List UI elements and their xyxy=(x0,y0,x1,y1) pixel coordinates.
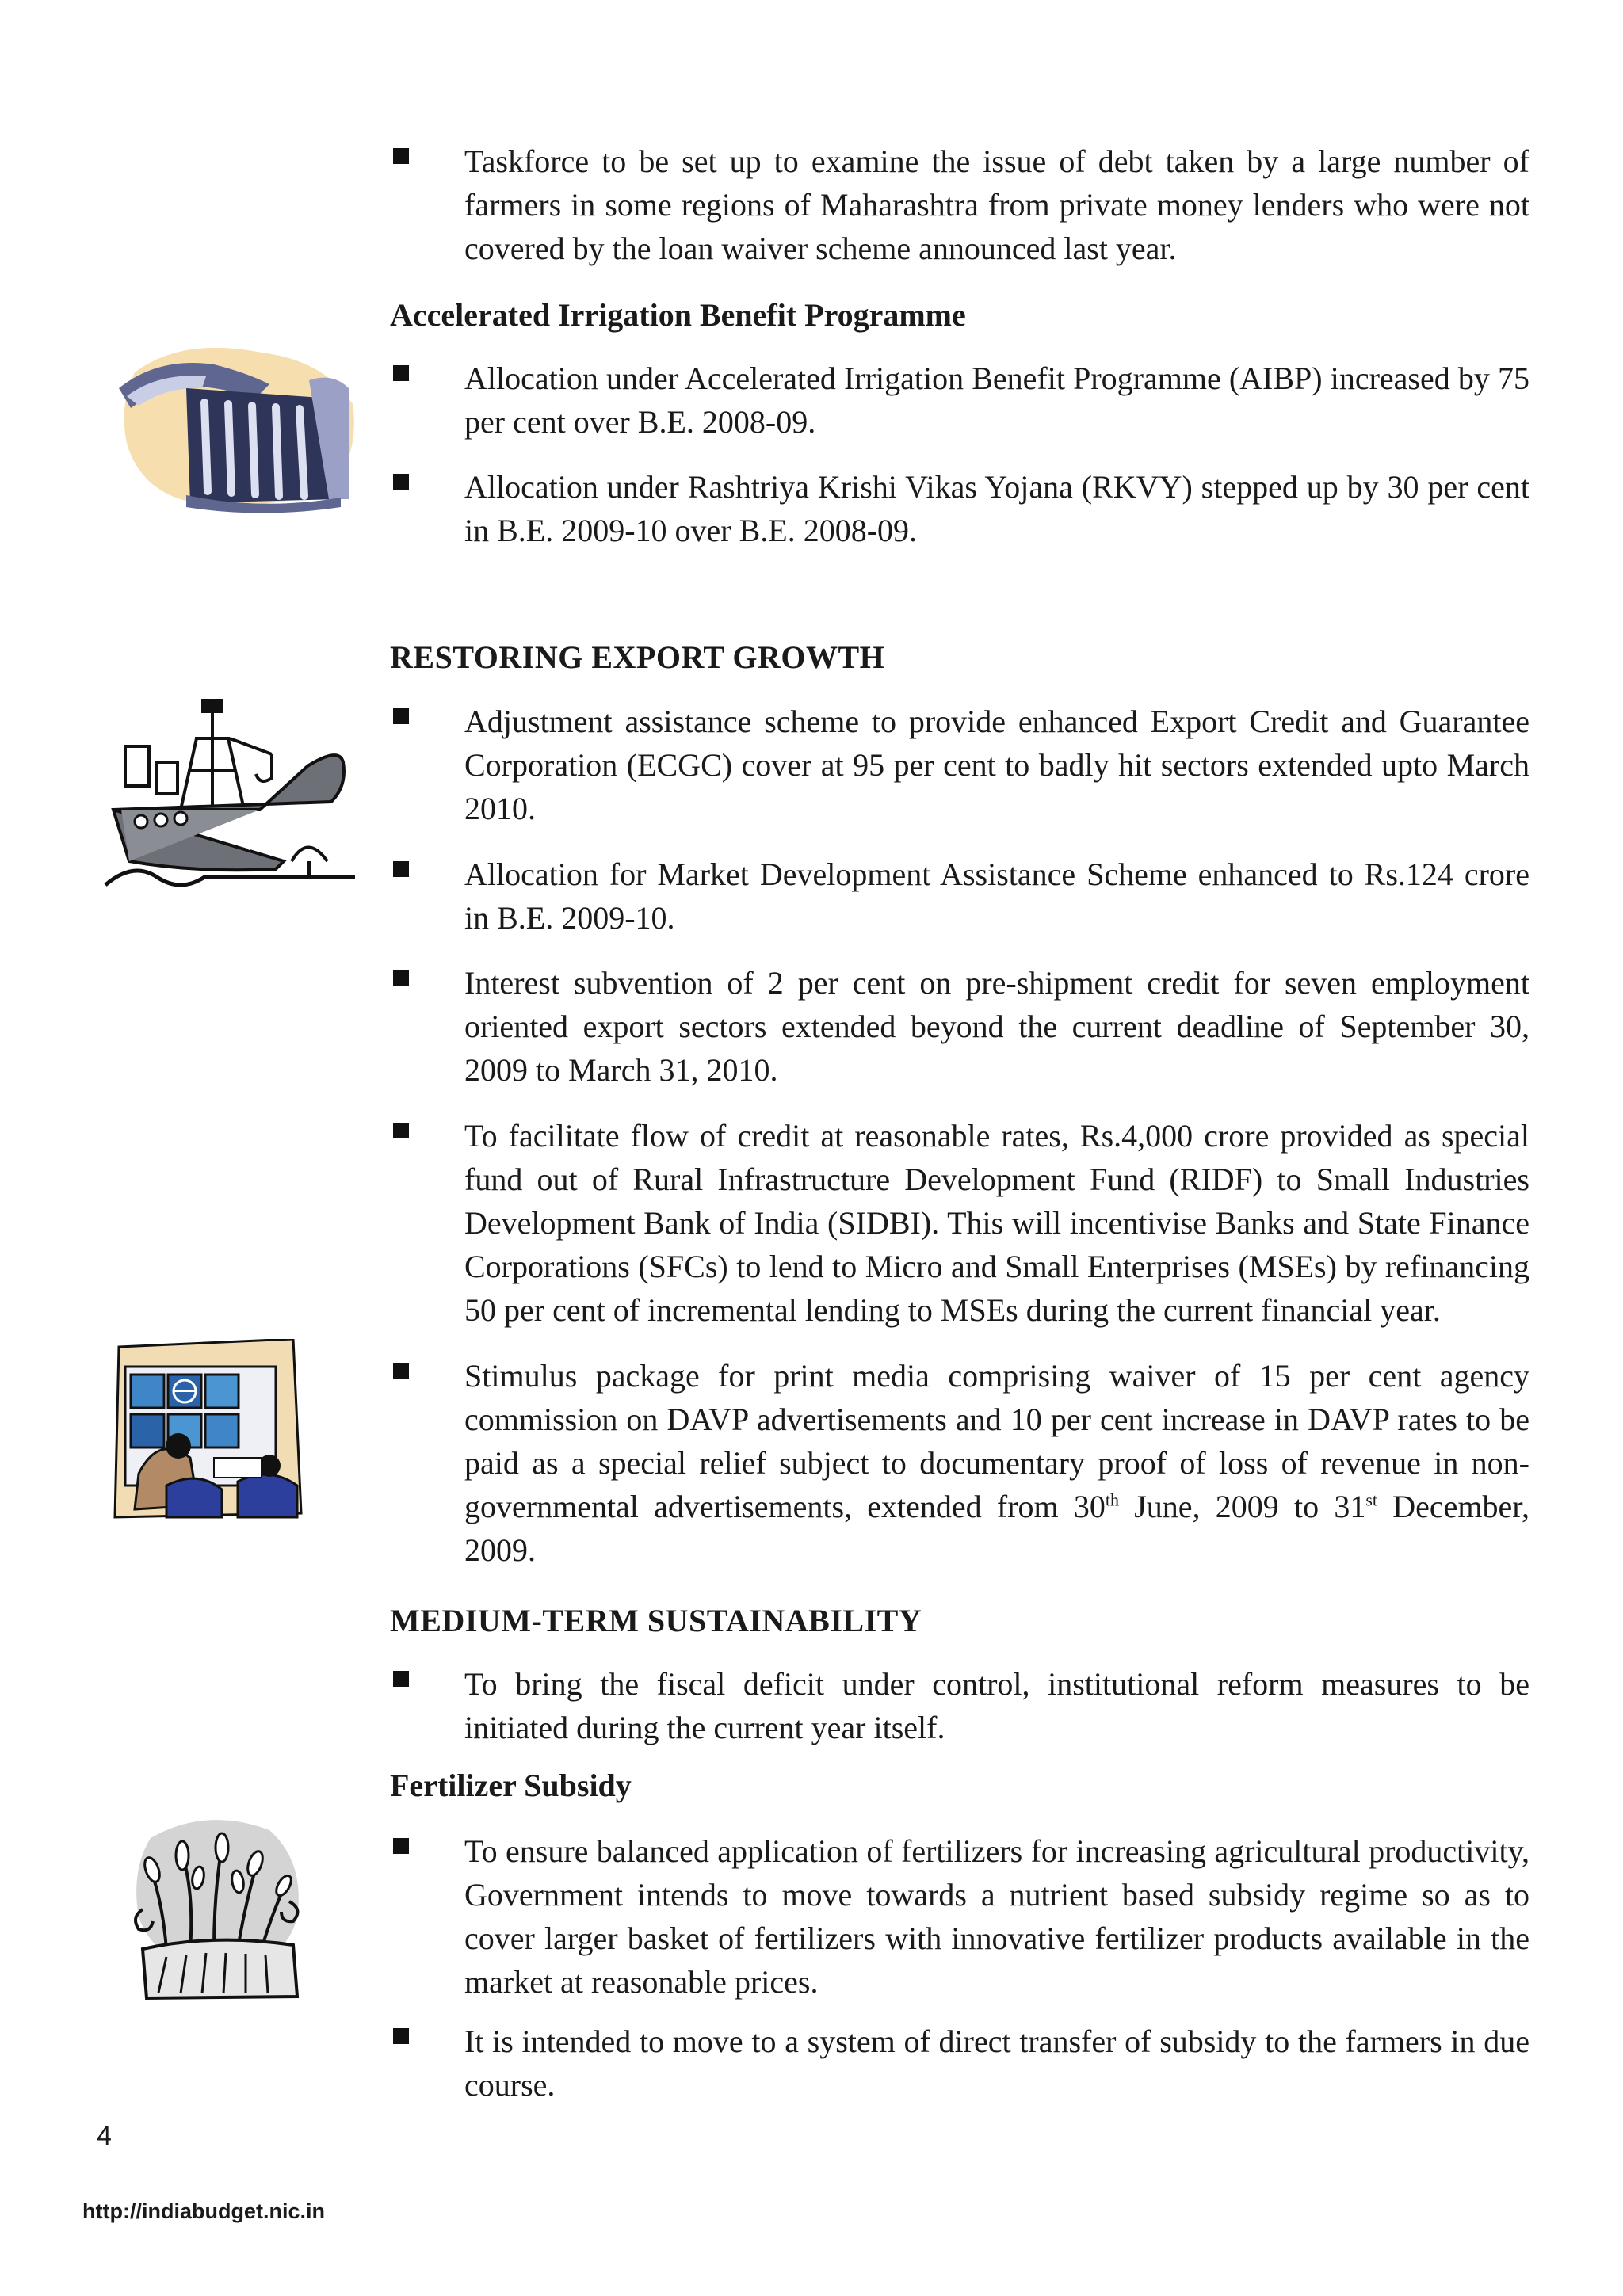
bullet-text: To bring the fiscal deficit under control, institutional reform measures to be initiated during the current year itself. xyxy=(464,1666,1529,1745)
ship-icon xyxy=(101,691,363,897)
section-heading-medium-term: MEDIUM-TERM SUSTAINABILITY xyxy=(390,1603,922,1638)
list-item xyxy=(390,465,1529,552)
bullet-square-icon xyxy=(393,1363,409,1379)
list-item xyxy=(390,357,1529,444)
bullet-square-icon xyxy=(393,474,409,490)
list-item xyxy=(390,1354,1529,1572)
bullet-text: Adjustment assistance scheme to provide enhanced Export Credit and Guarantee Corporation (ECGC) cover at 95 per cent to badly hit sectors extended upto March 2010. xyxy=(464,704,1529,826)
bullet-text: It is intended to move to a system of direct transfer of subsidy to the farmers in due course. xyxy=(464,2023,1529,2103)
section-heading-fertilizer: Fertilizer Subsidy xyxy=(390,1768,632,1803)
list-item xyxy=(390,1662,1529,1749)
list-item xyxy=(390,1114,1529,1332)
bullet-square-icon xyxy=(393,2028,409,2044)
bullet-text: Interest subvention of 2 per cent on pre-shipment credit for seven employment oriented export sectors extended beyond the current deadline of September 30, 2009 to March 31, 2010. xyxy=(464,965,1529,1088)
bullet-text: Allocation for Market Development Assistance Scheme enhanced to Rs.124 crore in B.E. 2009-10. xyxy=(464,856,1529,936)
page-number: 4 xyxy=(97,2121,112,2151)
wheat-icon xyxy=(119,1814,317,2004)
bullet-square-icon xyxy=(393,1671,409,1687)
section-heading-export: RESTORING EXPORT GROWTH xyxy=(390,639,885,675)
bullet-text: Allocation under Rashtriya Krishi Vikas Yojana (RKVY) stepped up by 30 per cent in B.E. 2009-10 over B.E. 2008-09. xyxy=(464,469,1529,548)
bullet-square-icon xyxy=(393,148,409,164)
bullet-text: Taskforce to be set up to examine the issue of debt taken by a large number of farmers in some regions of Maharashtra from private money lenders who were not covered by the loan waiver scheme announced last year. xyxy=(464,143,1529,266)
content-column xyxy=(390,0,1529,2296)
bullet-square-icon xyxy=(393,708,409,724)
bullet-square-icon xyxy=(393,1838,409,1854)
bullet-square-icon xyxy=(393,861,409,877)
footer-url[interactable]: http://indiabudget.nic.in xyxy=(82,2199,325,2223)
bullet-text: To ensure balanced application of fertilizers for increasing agricultural productivity, Government intends to move towards a nutrient based subsidy regime so as to cover larger basket of fertilizers with innovative fertilizer products available in the market at reasonable prices. xyxy=(464,1833,1529,2000)
list-item xyxy=(390,852,1529,940)
media-room-icon xyxy=(111,1339,309,1525)
bullet-square-icon xyxy=(393,1123,409,1138)
dam-icon xyxy=(111,341,365,515)
section-heading-aibp: Accelerated Irrigation Benefit Programme xyxy=(390,297,966,333)
list-item xyxy=(390,700,1529,830)
bullet-text: Allocation under Accelerated Irrigation Benefit Programme (AIBP) increased by 75 per cent over B.E. 2008-09. xyxy=(464,360,1529,440)
bullet-square-icon xyxy=(393,365,409,381)
list-item xyxy=(390,961,1529,1092)
list-item xyxy=(390,139,1529,270)
bullet-text: Stimulus package for print media comprising waiver of 15 per cent agency commission on DAVP advertisements and 10 per cent increase in DAVP rates to be paid as a special relief subject to documentary proof of loss of revenue in non-governmental advertisements, extended from 30th June, 2009 to 31st December, 2009. xyxy=(464,1358,1530,1568)
list-item xyxy=(390,1829,1529,2004)
bullet-text: To facilitate flow of credit at reasonable rates, Rs.4,000 crore provided as special fund out of Rural Infrastructure Development Fund (RIDF) to Small Industries Development Bank of India (SIDBI). This will incentivise Banks and State Finance Corporations (SFCs) to lend to Micro and Small Enterprises (MSEs) by refinancing 50 per cent of incremental lending to MSEs during the current financial year. xyxy=(464,1118,1529,1328)
list-item xyxy=(390,2019,1529,2107)
bullet-square-icon xyxy=(393,970,409,986)
